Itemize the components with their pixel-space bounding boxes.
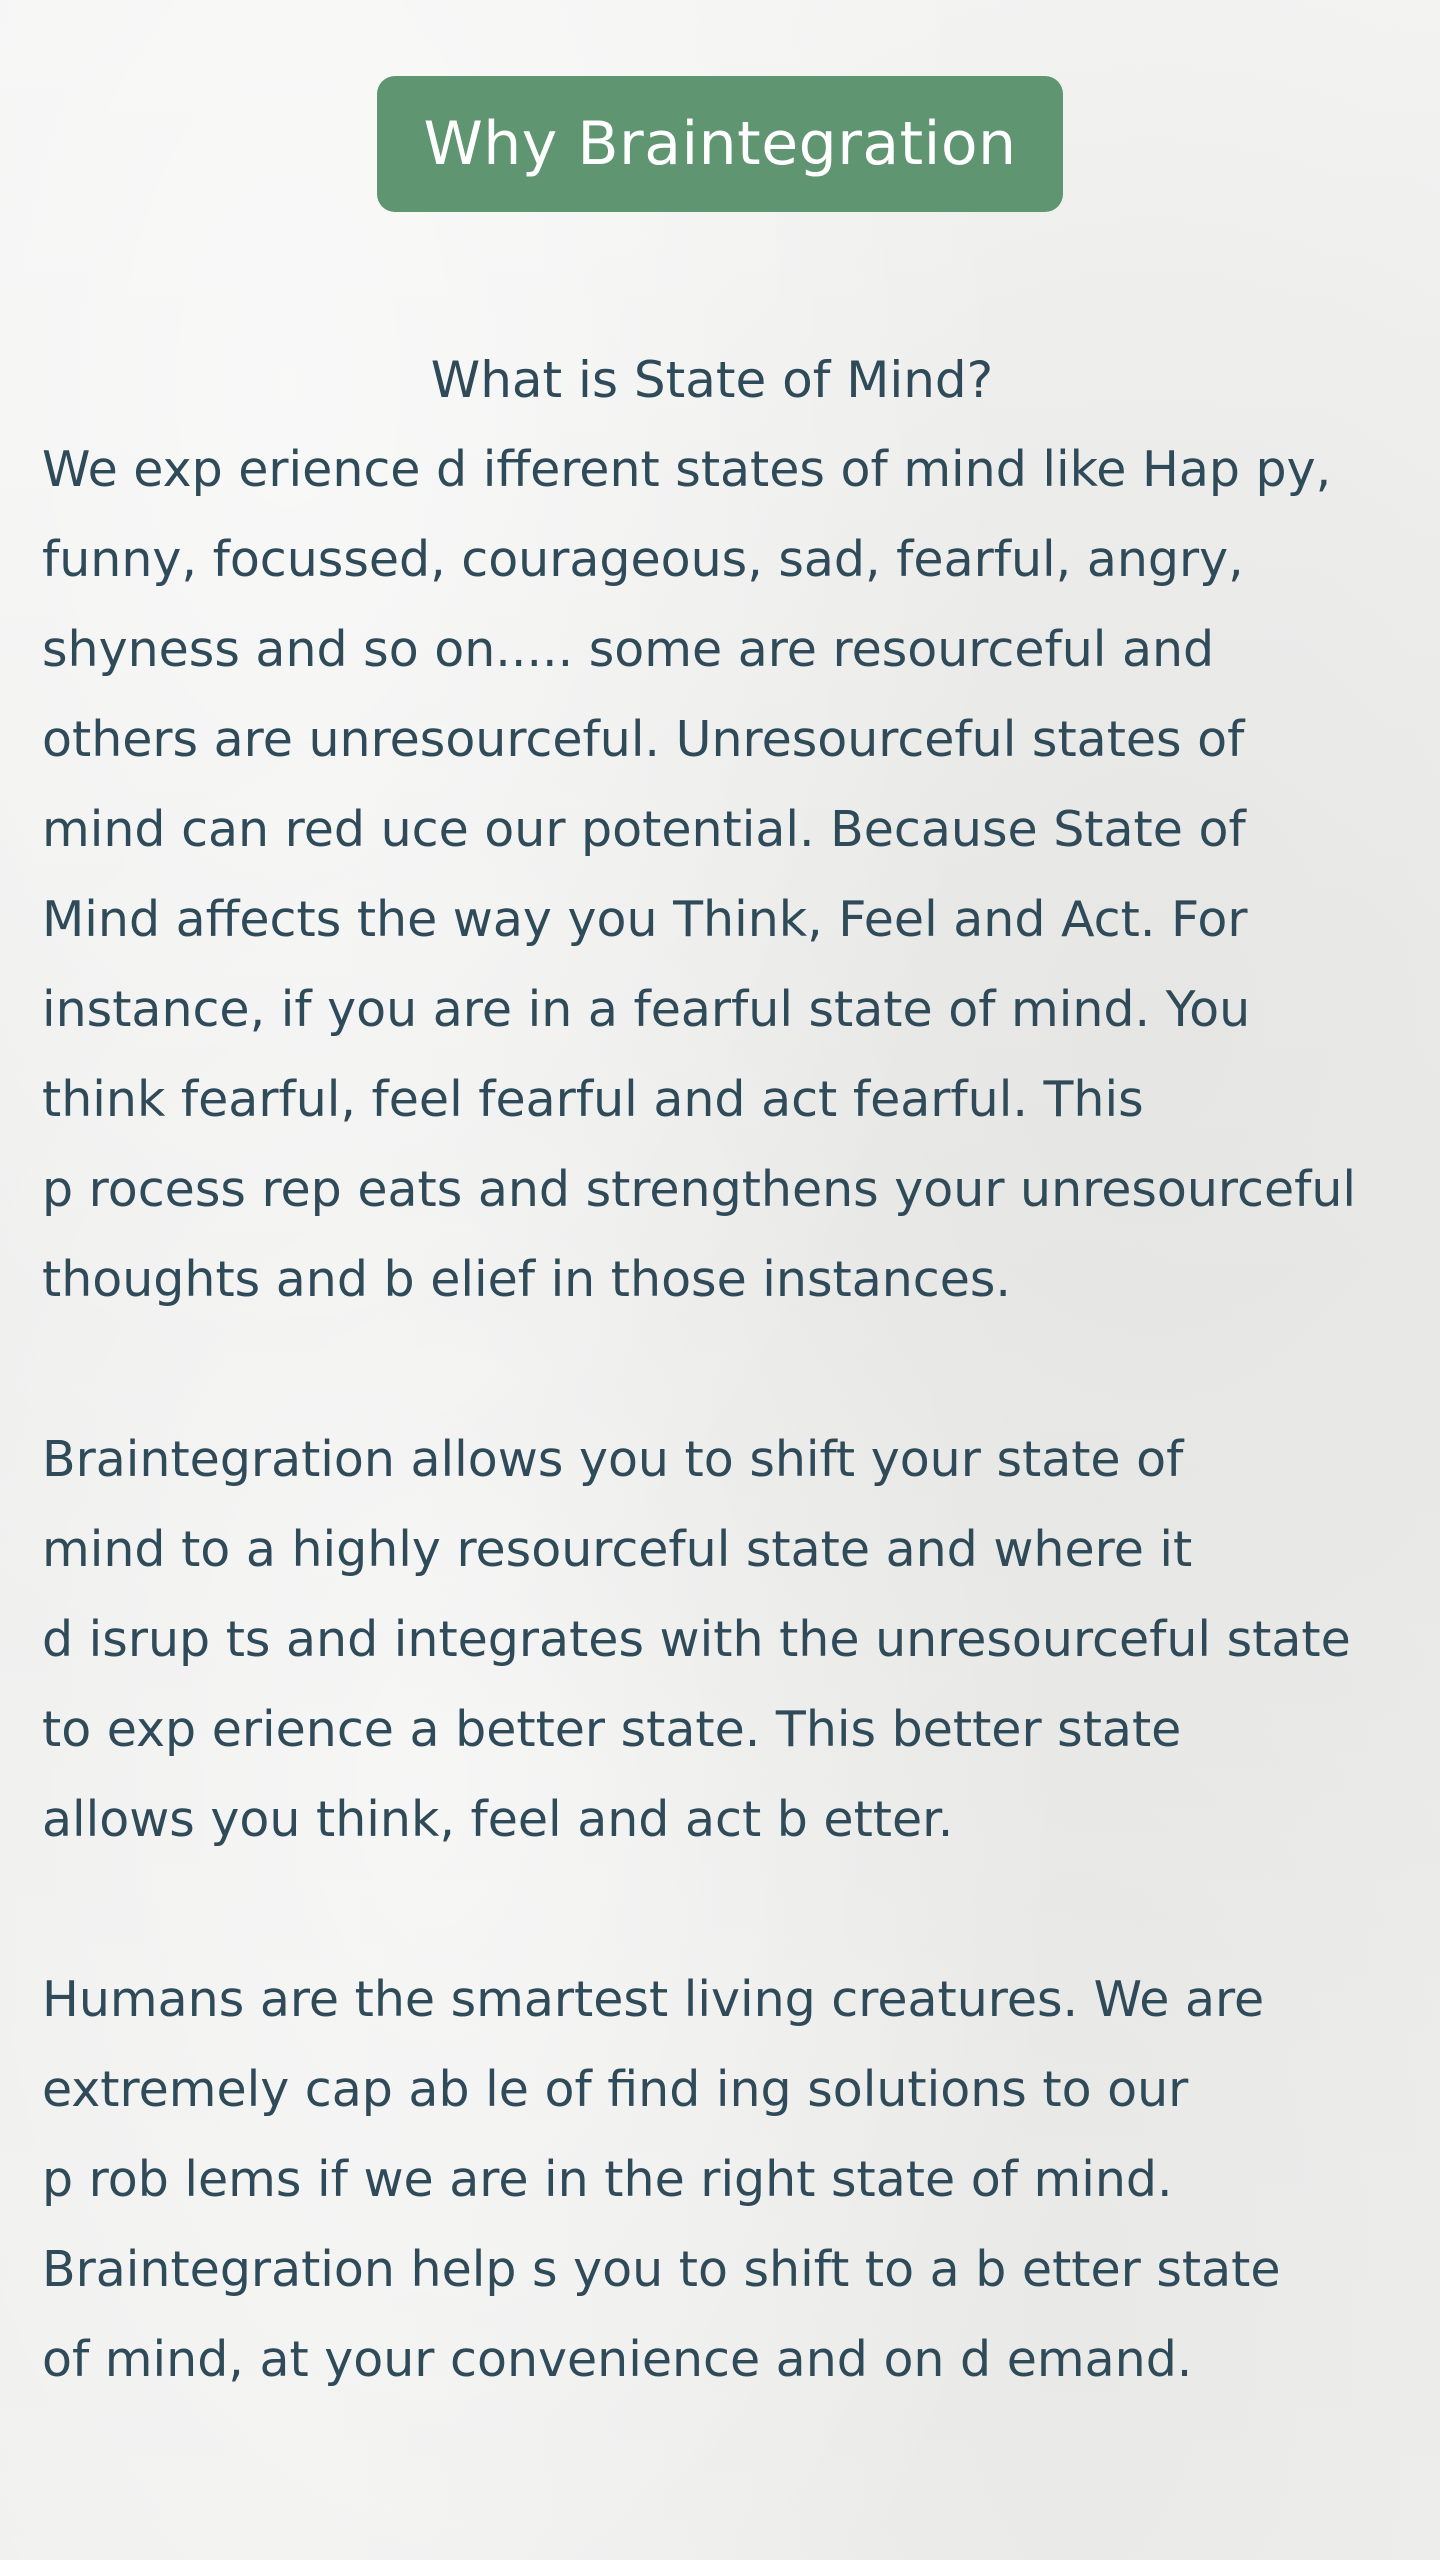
text-line: of mind, at your convenience and on d emand. <box>42 2331 1193 2388</box>
text-line: d isrup ts and integrates with the unresourceful state <box>42 1611 1351 1668</box>
text-line: to exp erience a better state. This better state <box>42 1701 1182 1758</box>
text-line: Braintegration help s you to shift to a b etter state <box>42 2241 1281 2298</box>
text-line: Humans are the smartest living creatures. We are <box>42 1971 1265 2028</box>
text-line: extremely cap ab le of find ing solutions to our <box>42 2061 1189 2118</box>
page-title: Why Braintegration <box>423 109 1017 179</box>
text-line: mind can red uce our potential. Because State of <box>42 801 1246 858</box>
text-line: shyness and so on..... some are resourceful and <box>42 621 1215 678</box>
paragraph-state-of-mind <box>42 425 1402 1325</box>
text-line: mind to a highly resourceful state and where it <box>42 1521 1193 1578</box>
text-line: thoughts and b elief in those instances. <box>42 1251 1011 1308</box>
text-line: p rocess rep eats and strengthens your unresourceful <box>42 1161 1357 1218</box>
text-line: We exp erience d ifferent states of mind like Hap py, <box>42 441 1332 498</box>
text-line: Braintegration allows you to shift your state of <box>42 1431 1184 1488</box>
text-line: instance, if you are in a fearful state of mind. You <box>42 981 1251 1038</box>
paragraph-humans <box>42 1955 1402 2405</box>
text-line: funny, focussed, courageous, sad, fearful, angry, <box>42 531 1244 588</box>
article-body <box>42 335 1402 2405</box>
paragraph-braintegration-shift <box>42 1415 1402 1865</box>
text-line: think fearful, feel fearful and act fearful. This <box>42 1071 1144 1128</box>
section-heading: What is State of Mind? <box>430 351 994 409</box>
text-line: others are unresourceful. Unresourceful states of <box>42 711 1245 768</box>
text-line: p rob lems if we are in the right state of mind. <box>42 2151 1173 2208</box>
title-badge <box>377 76 1063 212</box>
text-line: Mind affects the way you Think, Feel and Act. For <box>42 891 1248 948</box>
text-line: allows you think, feel and act b etter. <box>42 1791 954 1848</box>
